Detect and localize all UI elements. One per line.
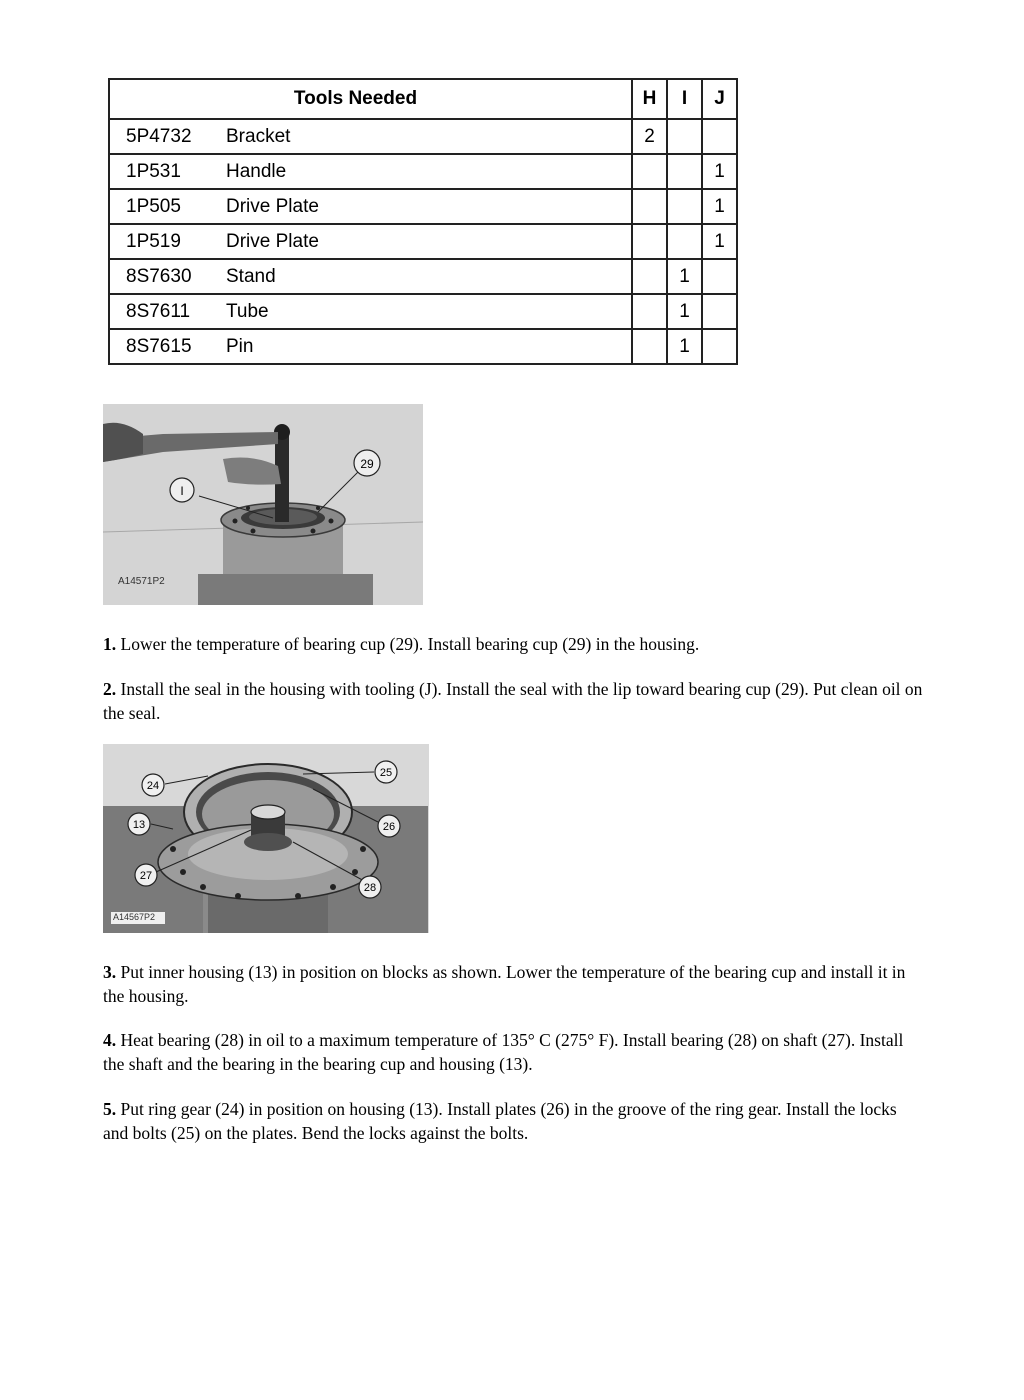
step-number: 1. [103, 634, 117, 654]
table-row [109, 294, 737, 329]
qty-h [632, 329, 667, 364]
step-text: Install the seal in the housing with tooling (J). Install the seal with the lip toward bearing cup (29). Put clean oil on the seal. [103, 679, 923, 723]
step-number: 3. [103, 962, 117, 982]
table-row [109, 259, 737, 294]
figure-id: A14567P2 [113, 912, 156, 922]
ring-gear-photo [103, 744, 429, 933]
part-number: 5P4732 [109, 119, 226, 154]
qty-h [632, 259, 667, 294]
part-name: Stand [226, 259, 632, 294]
column-h-header: H [632, 79, 667, 119]
callout-label: 28 [363, 882, 377, 894]
qty-j: 1 [702, 189, 737, 224]
qty-j [702, 259, 737, 294]
part-name: Drive Plate [226, 189, 632, 224]
callout-label: 25 [379, 767, 393, 779]
figure-id: A14571P2 [118, 576, 165, 587]
table-row [109, 154, 737, 189]
qty-j [702, 329, 737, 364]
qty-i: 1 [667, 294, 702, 329]
part-name: Drive Plate [226, 224, 632, 259]
bearing-cup-photo [103, 404, 423, 605]
table-row [109, 189, 737, 224]
qty-i [667, 119, 702, 154]
part-number: 8S7615 [109, 329, 226, 364]
step-3 [103, 960, 923, 1008]
callout-label: 27 [139, 870, 153, 882]
column-j-header: J [702, 79, 737, 119]
qty-i [667, 154, 702, 189]
qty-i: 1 [667, 259, 702, 294]
callout-label: 13 [132, 819, 146, 831]
callout-label: 26 [382, 821, 396, 833]
part-name: Tube [226, 294, 632, 329]
tools-table [108, 78, 738, 365]
step-number: 4. [103, 1030, 117, 1050]
qty-j [702, 294, 737, 329]
part-number: 8S7611 [109, 294, 226, 329]
step-text: Put inner housing (13) in position on blocks as shown. Lower the temperature of the bearing cup and install it in the housing. [103, 962, 906, 1006]
qty-j: 1 [702, 154, 737, 189]
qty-i: 1 [667, 329, 702, 364]
step-2 [103, 677, 923, 725]
step-number: 5. [103, 1099, 117, 1119]
table-row [109, 329, 737, 364]
callout-label: I [180, 484, 184, 498]
step-text: Lower the temperature of bearing cup (29). Install bearing cup (29) in the housing. [116, 634, 700, 654]
part-number: 1P505 [109, 189, 226, 224]
step-text: Heat bearing (28) in oil to a maximum temperature of 135° C (275° F). Install bearing (28) on shaft (27). Install the shaft and the bearing in the bearing cup and housing (13). [103, 1030, 904, 1074]
part-name: Pin [226, 329, 632, 364]
callout-label: 29 [360, 457, 374, 471]
qty-i [667, 224, 702, 259]
qty-h [632, 294, 667, 329]
part-name: Bracket [226, 119, 632, 154]
tools-table-title: Tools Needed [109, 79, 632, 119]
qty-h [632, 154, 667, 189]
qty-j [702, 119, 737, 154]
step-number: 2. [103, 679, 117, 699]
qty-j: 1 [702, 224, 737, 259]
step-1 [103, 632, 923, 656]
table-row [109, 119, 737, 154]
part-number: 1P531 [109, 154, 226, 189]
step-5 [103, 1097, 923, 1145]
qty-h: 2 [632, 119, 667, 154]
tools-table-header [109, 79, 737, 119]
part-name: Handle [226, 154, 632, 189]
qty-h [632, 189, 667, 224]
part-number: 8S7630 [109, 259, 226, 294]
table-row [109, 224, 737, 259]
step-text: Put ring gear (24) in position on housing (13). Install plates (26) in the groove of the ring gear. Install the locks and bolts (25) on the plates. Bend the locks against the bolts. [103, 1099, 897, 1143]
part-number: 1P519 [109, 224, 226, 259]
qty-h [632, 224, 667, 259]
column-i-header: I [667, 79, 702, 119]
callout-label: 24 [146, 780, 160, 792]
step-4 [103, 1028, 923, 1076]
qty-i [667, 189, 702, 224]
